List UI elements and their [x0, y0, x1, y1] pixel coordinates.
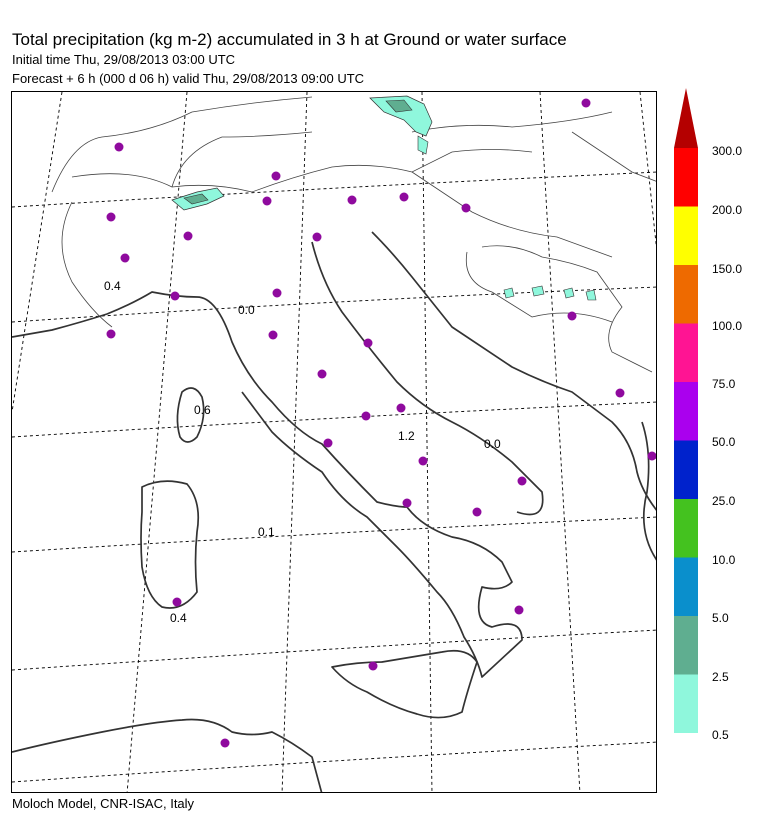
station-marker [419, 457, 428, 466]
colorbar [674, 88, 698, 738]
colorbar-label: 100.0 [712, 319, 743, 333]
colorbar-swatch [674, 148, 698, 207]
station-marker [582, 99, 591, 108]
station-marker [221, 739, 230, 748]
station-marker [568, 312, 577, 321]
station-marker [462, 204, 471, 213]
station-marker [121, 254, 130, 263]
station-marker [324, 439, 333, 448]
station-marker [107, 213, 116, 222]
map-panel [11, 91, 657, 793]
colorbar-swatch [674, 616, 698, 675]
precip-areas [172, 96, 596, 300]
coastlines [12, 232, 657, 793]
station-marker [184, 232, 193, 241]
value-label: 0.6 [194, 403, 211, 417]
value-label: 0.1 [258, 525, 275, 539]
colorbar-label: 5.0 [712, 611, 729, 625]
station-marker [269, 331, 278, 340]
station-marker [362, 412, 371, 421]
forecast-line: Forecast + 6 h (000 d 06 h) valid Thu, 29/08/2013 09:00 UTC [12, 71, 365, 86]
station-marker [171, 292, 180, 301]
station-marker [648, 452, 657, 461]
colorbar-label: 50.0 [712, 435, 736, 449]
station-marker [400, 193, 409, 202]
station-marker [518, 477, 527, 486]
value-labels [104, 279, 501, 625]
value-label: 0.0 [484, 437, 501, 451]
country-borders [52, 97, 657, 372]
station-marker [473, 508, 482, 517]
colorbar-swatch [674, 558, 698, 617]
station-marker [173, 598, 182, 607]
station-marker [364, 339, 373, 348]
value-label: 0.4 [104, 279, 121, 293]
map-canvas [12, 92, 657, 793]
colorbar-swatch [674, 265, 698, 324]
colorbar-canvas [674, 88, 698, 738]
station-marker [318, 370, 327, 379]
station-marker [397, 404, 406, 413]
colorbar-arrow [674, 88, 698, 148]
station-marker [273, 289, 282, 298]
colorbar-label: 0.5 [712, 728, 729, 742]
station-marker [515, 606, 524, 615]
colorbar-label: 2.5 [712, 670, 729, 684]
graticule [12, 92, 657, 793]
station-marker [107, 330, 116, 339]
value-label: 1.2 [398, 429, 415, 443]
colorbar-swatch [674, 675, 698, 734]
station-marker [616, 389, 625, 398]
colorbar-swatch [674, 441, 698, 500]
colorbar-swatch [674, 207, 698, 266]
station-marker [369, 662, 378, 671]
station-marker [263, 197, 272, 206]
colorbar-swatch [674, 499, 698, 558]
station-marker [403, 499, 412, 508]
colorbar-swatch [674, 382, 698, 441]
station-marker [348, 196, 357, 205]
map-title: Total precipitation (kg m-2) accumulated in 3 h at Ground or water surface [12, 30, 567, 49]
colorbar-label: 25.0 [712, 494, 736, 508]
footer-credit: Moloch Model, CNR-ISAC, Italy [12, 796, 195, 811]
colorbar-label: 10.0 [712, 553, 736, 567]
colorbar-label: 300.0 [712, 144, 743, 158]
colorbar-swatch [674, 324, 698, 383]
station-marker [272, 172, 281, 181]
colorbar-label: 200.0 [712, 203, 743, 217]
colorbar-label: 75.0 [712, 377, 736, 391]
value-label: 0.4 [170, 611, 187, 625]
value-label: 0.0 [238, 303, 255, 317]
colorbar-label: 150.0 [712, 262, 743, 276]
station-marker [313, 233, 322, 242]
initial-time-line: Initial time Thu, 29/08/2013 03:00 UTC [12, 52, 236, 67]
station-marker [115, 143, 124, 152]
